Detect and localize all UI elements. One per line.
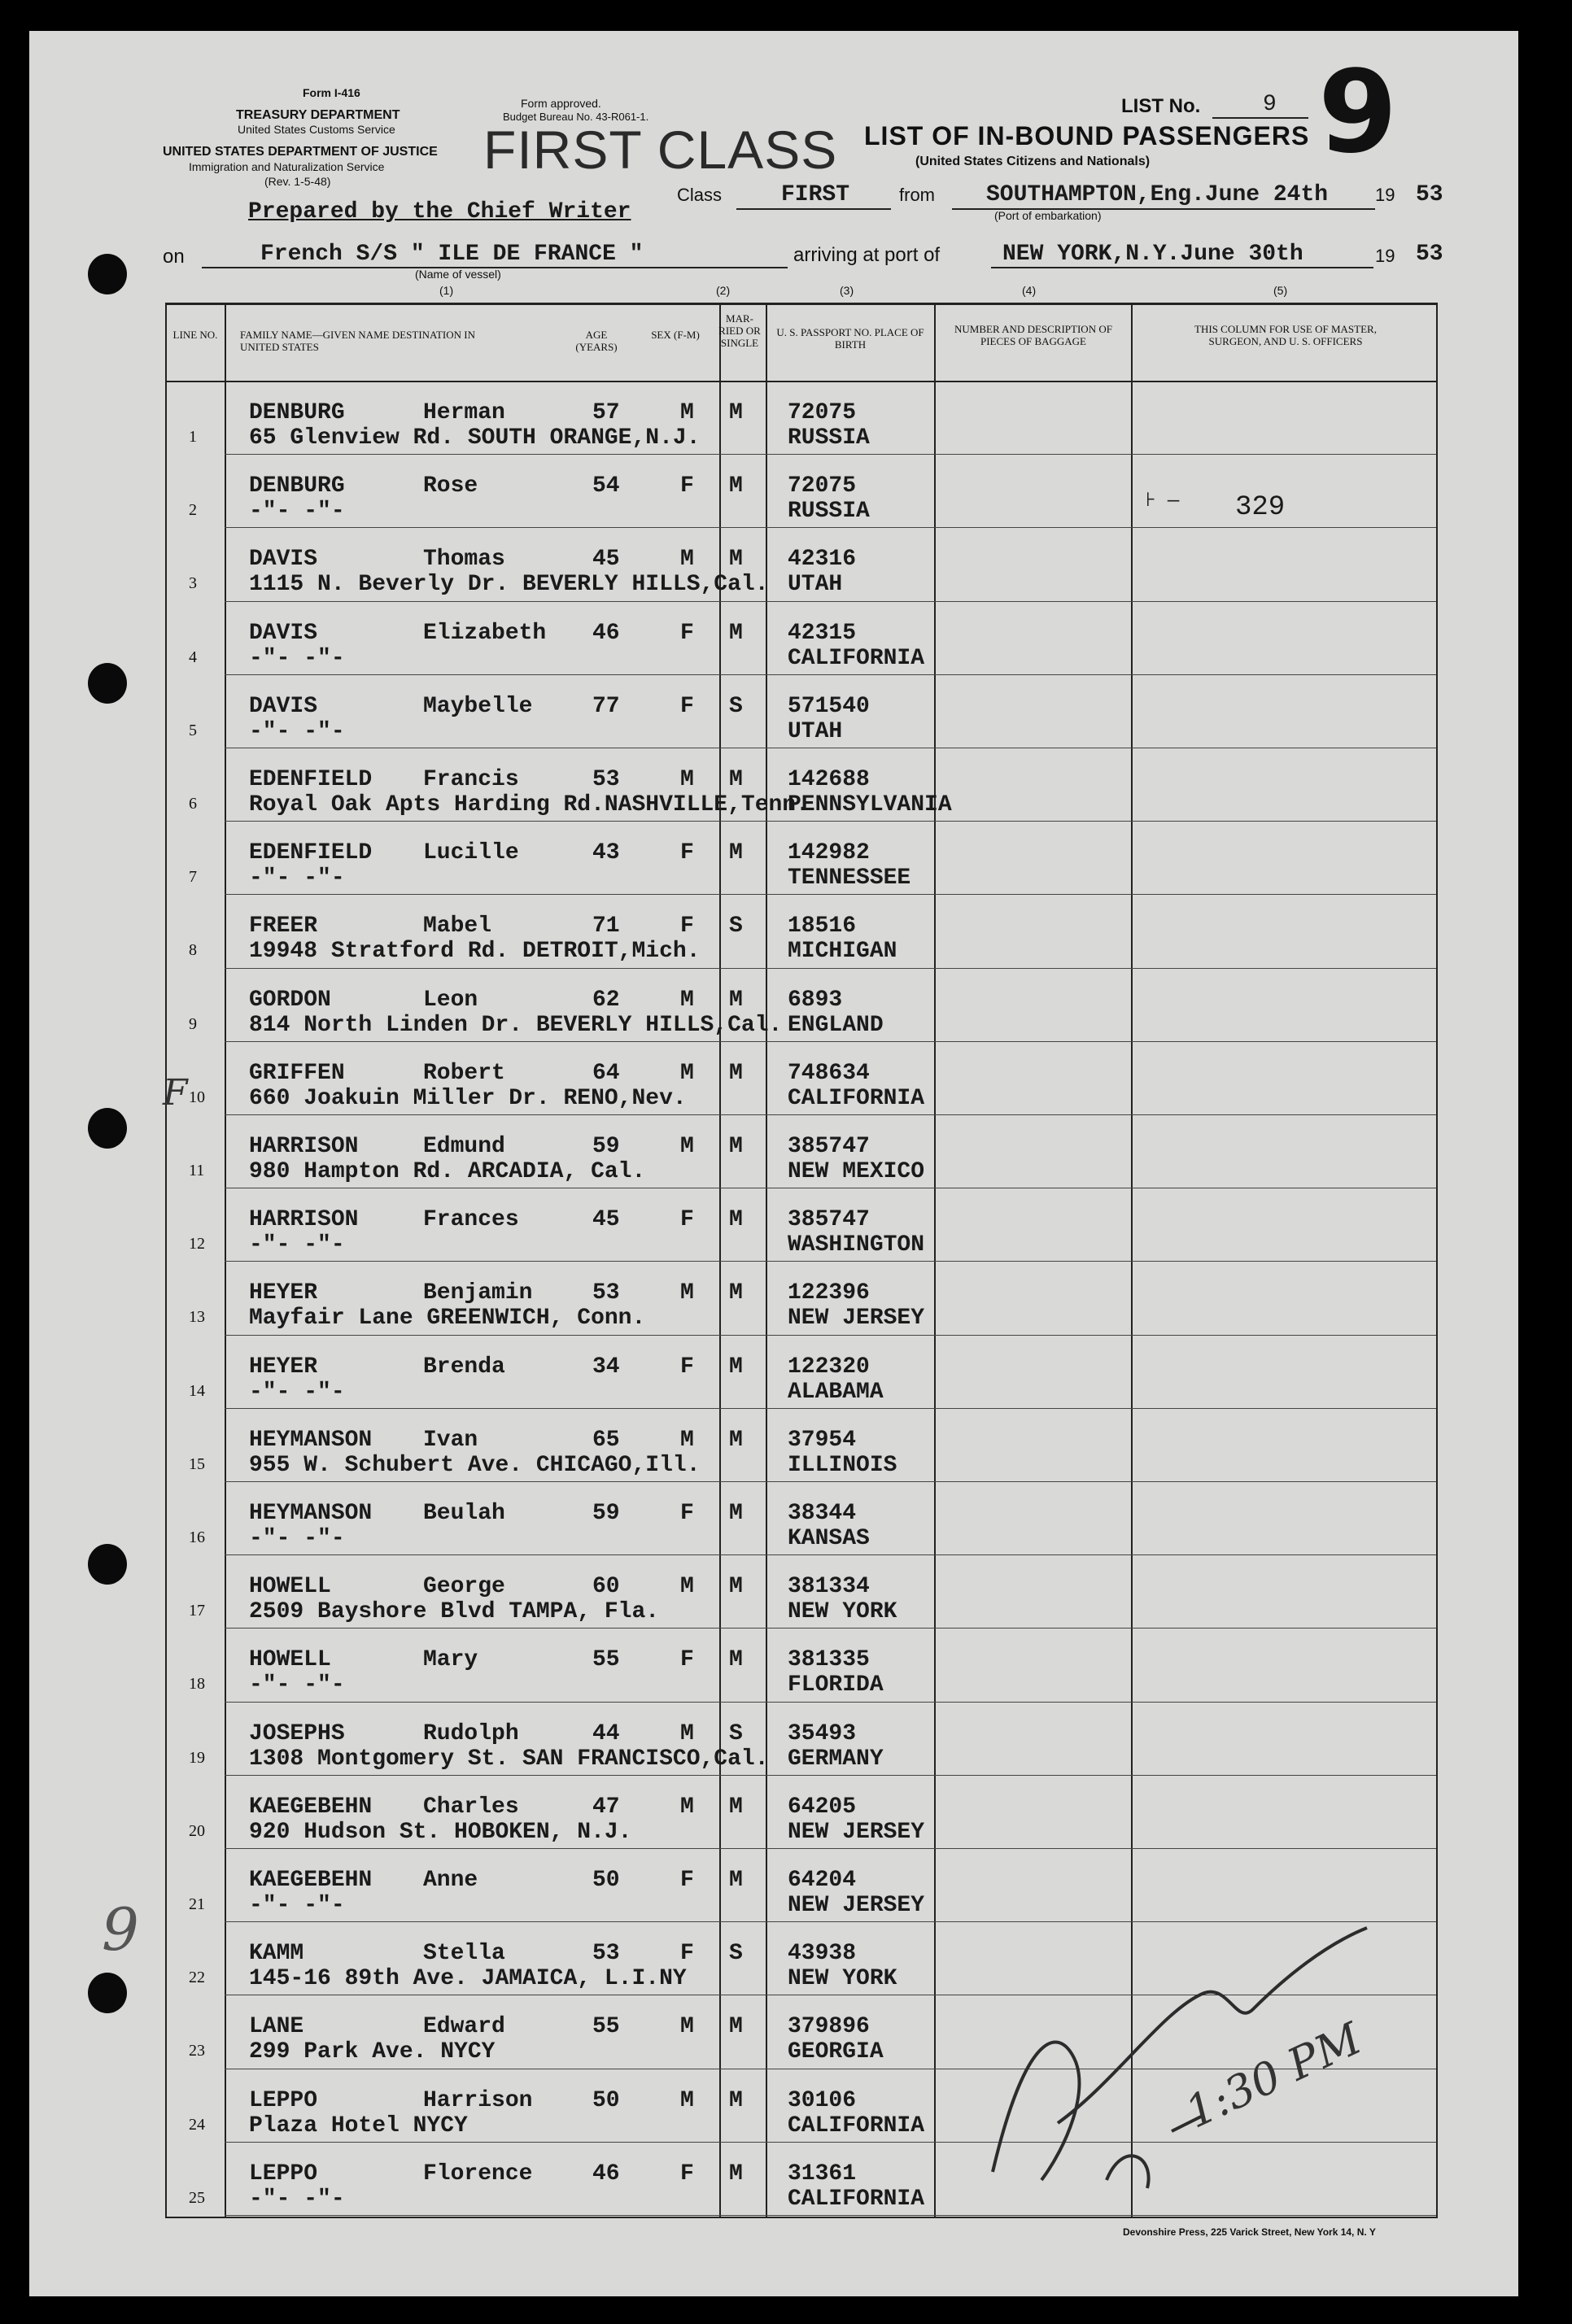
sex: M (680, 1060, 694, 1086)
passport-number: 18516 (788, 913, 857, 940)
age: 53 (592, 1280, 620, 1306)
marital-status: M (729, 1574, 743, 1600)
destination: -"- -"- (249, 1893, 345, 1918)
passport-number: 64204 (788, 1868, 857, 1893)
table-row (0, 1775, 1572, 1848)
table-row (0, 527, 1572, 600)
birthplace: TENNESSEE (788, 866, 911, 892)
age: 55 (592, 2014, 620, 2040)
sex: M (680, 987, 694, 1013)
line-number: 13 (189, 1308, 205, 1327)
line-number: 16 (189, 1528, 205, 1546)
destination: 19948 Stratford Rd. DETROIT,Mich. (249, 939, 701, 965)
destination: -"- -"- (249, 499, 345, 525)
given-name: Harrison (423, 2087, 533, 2113)
destination: -"- -"- (249, 1232, 345, 1258)
form-title: LIST OF IN-BOUND PASSENGERS (864, 121, 1310, 150)
sex: F (680, 693, 694, 719)
col-num-5: (5) (1273, 284, 1288, 297)
family-name: HARRISON (249, 1134, 359, 1159)
destination: 955 W. Schubert Ave. CHICAGO,Ill. (249, 1452, 701, 1478)
destination: -"- -"- (249, 1379, 345, 1405)
sex: F (680, 1354, 694, 1380)
passport-number: 31361 (788, 2160, 857, 2187)
family-name: EDENFIELD (249, 840, 373, 866)
passport-number: 122396 (788, 1280, 870, 1306)
table-row (0, 821, 1572, 894)
sex: M (680, 2014, 694, 2040)
treasury-dept: TREASURY DEPARTMENT (236, 108, 400, 122)
prepared-by: Prepared by the Chief Writer (248, 199, 631, 225)
sex: M (680, 1280, 694, 1306)
line-number: 1 (189, 428, 197, 446)
given-name: Rose (423, 473, 478, 499)
destination: 299 Park Ave. NYCY (249, 2039, 496, 2065)
marital-status: M (729, 1280, 743, 1306)
embark-caption: (Port of embarkation) (994, 209, 1102, 222)
destination: 920 Hudson St. HOBOKEN, N.J. (249, 1819, 632, 1845)
given-name: Leon (423, 987, 478, 1013)
marital-status: M (729, 840, 743, 866)
passport-number: 37954 (788, 1427, 857, 1453)
given-name: Lucille (423, 840, 519, 866)
age: 43 (592, 840, 620, 866)
birthplace: UTAH (788, 572, 843, 598)
header-baggage: NUMBER AND DESCRIPTION OF PIECES OF BAGGAGE (954, 323, 1112, 347)
given-name: Robert (423, 1060, 505, 1086)
line-number: 4 (189, 647, 197, 666)
vessel-name: French S/S " ILE DE FRANCE " (260, 242, 644, 267)
given-name: Anne (423, 1868, 478, 1893)
passport-number: 72075 (788, 400, 857, 425)
marital-status: M (729, 1794, 743, 1820)
table-row (0, 894, 1572, 967)
given-name: Brenda (423, 1354, 505, 1380)
class-label: Class (677, 185, 723, 205)
family-name: DAVIS (249, 693, 318, 719)
line-number: 7 (189, 868, 197, 887)
arrival-year: 53 (1416, 242, 1443, 267)
given-name: Maybelle (423, 693, 533, 719)
age: 62 (592, 987, 620, 1013)
sex: M (680, 1574, 694, 1600)
passport-number: 38344 (788, 1501, 857, 1526)
vessel-caption: (Name of vessel) (415, 268, 501, 281)
age: 45 (592, 547, 620, 573)
family-name: HOWELL (249, 1574, 331, 1600)
sex: M (680, 1427, 694, 1453)
age: 46 (592, 620, 620, 646)
marital-status: M (729, 2160, 743, 2187)
justice-dept: UNITED STATES DEPARTMENT OF JUSTICE (163, 145, 438, 159)
table-row (0, 1114, 1572, 1188)
birthplace: GERMANY (788, 1746, 884, 1772)
birthplace: PENNSYLVANIA (788, 792, 952, 818)
passport-number: 571540 (788, 693, 870, 719)
first-class-stamp: FIRST CLASS (483, 120, 838, 180)
table-row (0, 674, 1572, 748)
sex: M (680, 1720, 694, 1746)
destination: 1115 N. Beverly Dr. BEVERLY HILLS,Cal. (249, 572, 769, 598)
marital-status: M (729, 2014, 743, 2040)
marital-status: M (729, 547, 743, 573)
destination: 1308 Montgomery St. SAN FRANCISCO,Cal. (249, 1746, 769, 1772)
family-name: DAVIS (249, 620, 318, 646)
given-name: Herman (423, 400, 505, 425)
family-name: HOWELL (249, 1647, 331, 1673)
destination: 2509 Bayshore Blvd TAMPA, Fla. (249, 1599, 660, 1625)
family-name: HEYMANSON (249, 1427, 373, 1453)
line-number: 21 (189, 1895, 205, 1913)
family-name: KAEGEBEHN (249, 1868, 373, 1893)
margin-mark: F (163, 1072, 188, 1114)
table-row (0, 1188, 1572, 1261)
marital-status: M (729, 473, 743, 499)
list-no: 9 (1263, 92, 1277, 117)
family-name: DAVIS (249, 547, 318, 573)
printer-footer: Devonshire Press, 225 Varick Street, New York 14, N. Y (1123, 2226, 1376, 2238)
birthplace: UTAH (788, 718, 843, 744)
embarkation-port: SOUTHAMPTON,Eng.June 24th (986, 182, 1329, 207)
passport-number: 30106 (788, 2087, 857, 2113)
table-row (0, 1408, 1572, 1481)
sex: F (680, 840, 694, 866)
family-name: DENBURG (249, 400, 345, 425)
sex: M (680, 767, 694, 792)
table-row (0, 1041, 1572, 1114)
destination: -"- -"- (249, 1672, 345, 1698)
header-sex: SEX (F-M) (651, 329, 700, 341)
age: 65 (592, 1427, 620, 1453)
table-row (0, 1848, 1572, 1921)
line-number: 10 (189, 1088, 205, 1106)
birthplace: ALABAMA (788, 1379, 884, 1405)
line-number: 18 (189, 1675, 205, 1694)
sex: F (680, 913, 694, 940)
given-name: Frances (423, 1207, 519, 1233)
family-name: GRIFFEN (249, 1060, 345, 1086)
age: 60 (592, 1574, 620, 1600)
age: 53 (592, 767, 620, 792)
passport-number: 6893 (788, 987, 843, 1013)
list-number-large: 9 (1318, 46, 1398, 179)
sex: M (680, 547, 694, 573)
table-row (0, 601, 1572, 674)
marital-status: M (729, 1501, 743, 1526)
marital-status: M (729, 1647, 743, 1673)
birthplace: NEW YORK (788, 1599, 897, 1625)
age: 55 (592, 1647, 620, 1673)
sex: F (680, 1868, 694, 1893)
family-name: LANE (249, 2014, 304, 2040)
marital-status: S (729, 913, 743, 940)
col-num-4: (4) (1022, 284, 1037, 297)
sex: F (680, 473, 694, 499)
passport-number: 43938 (788, 1941, 857, 1967)
age: 46 (592, 2160, 620, 2187)
birthplace: NEW YORK (788, 1966, 897, 1992)
age: 50 (592, 1868, 620, 1893)
sex: F (680, 1207, 694, 1233)
destination: Royal Oak Apts Harding Rd.NASHVILLE,Tenn. (249, 792, 810, 818)
birthplace: RUSSIA (788, 425, 870, 451)
from-year: 53 (1416, 182, 1443, 207)
family-name: JOSEPHS (249, 1720, 345, 1746)
family-name: GORDON (249, 987, 331, 1013)
line-number: 15 (189, 1454, 205, 1473)
passport-number: 385747 (788, 1134, 870, 1159)
given-name: Mary (423, 1647, 478, 1673)
passport-number: 42315 (788, 620, 857, 646)
line-number: 25 (189, 2188, 205, 2207)
arrival-year-prefix: 19 (1375, 246, 1395, 266)
given-name: Edmund (423, 1134, 505, 1159)
marital-status: M (729, 1427, 743, 1453)
marital-status: S (729, 693, 743, 719)
sex: F (680, 1501, 694, 1526)
family-name: HEYMANSON (249, 1501, 373, 1526)
destination: -"- -"- (249, 866, 345, 892)
given-name: Thomas (423, 547, 505, 573)
birthplace: NEW MEXICO (788, 1159, 925, 1184)
destination: -"- -"- (249, 718, 345, 744)
given-name: Benjamin (423, 1280, 533, 1306)
age: 59 (592, 1134, 620, 1159)
line-number: 6 (189, 795, 197, 813)
line-number: 3 (189, 574, 197, 593)
age: 34 (592, 1354, 620, 1380)
line-number: 2 (189, 501, 197, 520)
destination: 814 North Linden Dr. BEVERLY HILLS,Cal. (249, 1012, 783, 1038)
table-row (0, 1702, 1572, 1775)
destination: 980 Hampton Rd. ARCADIA, Cal. (249, 1159, 646, 1184)
officer-mark: ⊦ ― (1146, 491, 1180, 512)
line-number: 12 (189, 1235, 205, 1254)
marital-status: M (729, 1134, 743, 1159)
budget-bureau: Budget Bureau No. 43-R061-1. (503, 111, 649, 123)
col-num-1: (1) (439, 284, 454, 297)
given-name: Stella (423, 1941, 505, 1967)
birthplace: WASHINGTON (788, 1232, 925, 1258)
given-name: Charles (423, 1794, 519, 1820)
sex: F (680, 2160, 694, 2187)
table-row (0, 1481, 1572, 1554)
passport-number: 385747 (788, 1207, 870, 1233)
header-officers: THIS COLUMN FOR USE OF MASTER, SURGEON, AND U. S. OFFICERS (1194, 323, 1377, 347)
table-row (0, 968, 1572, 1041)
birthplace: NEW JERSEY (788, 1306, 925, 1332)
passport-number: 381334 (788, 1574, 870, 1600)
passport-number: 142688 (788, 767, 870, 792)
destination: 660 Joakuin Miller Dr. RENO,Nev. (249, 1085, 687, 1111)
given-name: Elizabeth (423, 620, 547, 646)
birthplace: CALIFORNIA (788, 2186, 925, 2212)
birthplace: GEORGIA (788, 2039, 884, 2065)
table-row (0, 1335, 1572, 1408)
line-number: 19 (189, 1748, 205, 1767)
family-name: DENBURG (249, 473, 345, 499)
sex: M (680, 2087, 694, 2113)
col-num-2: (2) (716, 284, 731, 297)
col-num-3: (3) (840, 284, 854, 297)
line-number: 22 (189, 1969, 205, 1987)
line-number: 5 (189, 721, 197, 739)
list-no-label: LIST No. (1121, 95, 1201, 117)
birthplace: MICHIGAN (788, 939, 897, 965)
birthplace: CALIFORNIA (788, 2113, 925, 2139)
passport-number: 72075 (788, 473, 857, 499)
passport-number: 379896 (788, 2014, 870, 2040)
given-name: Edward (423, 2014, 505, 2040)
line-number: 8 (189, 941, 197, 960)
table-row (0, 1554, 1572, 1628)
sex: M (680, 400, 694, 425)
destination: Mayfair Lane GREENWICH, Conn. (249, 1306, 646, 1332)
form-number: Form I-416 (303, 86, 360, 99)
header-name: FAMILY NAME—GIVEN NAME DESTINATION IN UNITED STATES (240, 329, 476, 353)
table-row (0, 1261, 1572, 1334)
birthplace: CALIFORNIA (788, 645, 925, 671)
birthplace: FLORIDA (788, 1672, 884, 1698)
header-passport: U. S. PASSPORT NO. PLACE OF BIRTH (776, 326, 924, 351)
sex: M (680, 1134, 694, 1159)
passport-number: 748634 (788, 1060, 870, 1086)
family-name: HEYER (249, 1280, 318, 1306)
marital-status: M (729, 2087, 743, 2113)
line-number: 20 (189, 1821, 205, 1840)
marital-status: M (729, 987, 743, 1013)
form-approved: Form approved. (521, 97, 601, 110)
given-name: Florence (423, 2160, 533, 2187)
marital-status: M (729, 1354, 743, 1380)
age: 57 (592, 400, 620, 425)
class-value: FIRST (781, 182, 850, 207)
family-name: KAEGEBEHN (249, 1794, 373, 1820)
ins: Immigration and Naturalization Service (189, 160, 385, 173)
marital-status: M (729, 1207, 743, 1233)
line-number: 24 (189, 2115, 205, 2134)
age: 53 (592, 1941, 620, 1967)
marital-status: M (729, 767, 743, 792)
destination: Plaza Hotel NYCY (249, 2113, 468, 2139)
given-name: Beulah (423, 1501, 505, 1526)
age: 45 (592, 1207, 620, 1233)
given-name: Francis (423, 767, 519, 792)
family-name: LEPPO (249, 2160, 318, 2187)
arrival-port: NEW YORK,N.Y.June 30th (1002, 242, 1303, 267)
family-name: HEYER (249, 1354, 318, 1380)
birthplace: CALIFORNIA (788, 1085, 925, 1111)
birthplace: NEW JERSEY (788, 1893, 925, 1918)
passport-number: 142982 (788, 840, 870, 866)
table-row (0, 1628, 1572, 1701)
customs-service: United States Customs Service (238, 123, 395, 136)
binder-hole (88, 254, 127, 294)
marital-status: M (729, 1060, 743, 1086)
destination: -"- -"- (249, 645, 345, 671)
on-label: on (163, 246, 185, 268)
table-row (0, 381, 1572, 454)
sex: M (680, 1794, 694, 1820)
header-line-no: LINE NO. (172, 329, 218, 341)
passport-number: 64205 (788, 1794, 857, 1820)
sex: F (680, 620, 694, 646)
passport-number: 381335 (788, 1647, 870, 1673)
table-row (0, 454, 1572, 527)
line-number: 23 (189, 2042, 205, 2060)
birthplace: ENGLAND (788, 1012, 884, 1038)
destination: -"- -"- (249, 1526, 345, 1551)
age: 54 (592, 473, 620, 499)
revision: (Rev. 1-5-48) (264, 175, 331, 188)
age: 64 (592, 1060, 620, 1086)
from-label: from (899, 185, 935, 205)
birthplace: NEW JERSEY (788, 1819, 925, 1845)
officer-number: 329 (1235, 492, 1286, 523)
age: 47 (592, 1794, 620, 1820)
marital-status: S (729, 1720, 743, 1746)
given-name: Rudolph (423, 1720, 519, 1746)
age: 44 (592, 1720, 620, 1746)
age: 77 (592, 693, 620, 719)
destination: 65 Glenview Rd. SOUTH ORANGE,N.J. (249, 425, 701, 451)
family-name: KAMM (249, 1941, 304, 1967)
passport-number: 35493 (788, 1720, 857, 1746)
given-name: Ivan (423, 1427, 478, 1453)
table-row (0, 748, 1572, 821)
marital-status: M (729, 400, 743, 425)
given-name: George (423, 1574, 505, 1600)
header-married: MAR-RIED OR SINGLE (718, 312, 761, 349)
form-subtitle: (United States Citizens and Nationals) (915, 155, 1151, 168)
signature-time: 1:30 PM (1177, 2012, 1369, 2139)
age: 50 (592, 2087, 620, 2113)
family-name: FREER (249, 913, 318, 940)
marital-status: M (729, 1868, 743, 1893)
line-number: 17 (189, 1602, 205, 1620)
passport-number: 42316 (788, 547, 857, 573)
family-name: LEPPO (249, 2087, 318, 2113)
from-year-prefix: 19 (1375, 185, 1395, 205)
age: 59 (592, 1501, 620, 1526)
family-name: HARRISON (249, 1207, 359, 1233)
sex: F (680, 1647, 694, 1673)
destination: -"- -"- (249, 2186, 345, 2212)
marital-status: M (729, 620, 743, 646)
destination: 145-16 89th Ave. JAMAICA, L.I.NY (249, 1966, 687, 1992)
birthplace: ILLINOIS (788, 1452, 897, 1478)
family-name: EDENFIELD (249, 767, 373, 792)
sex: F (680, 1941, 694, 1967)
line-number: 11 (189, 1162, 205, 1179)
birthplace: KANSAS (788, 1526, 870, 1551)
margin-page-number: 9 (102, 1895, 139, 1964)
age: 71 (592, 913, 620, 940)
birthplace: RUSSIA (788, 499, 870, 525)
line-number: 14 (189, 1381, 205, 1400)
given-name: Mabel (423, 913, 492, 940)
line-number: 9 (189, 1014, 197, 1033)
header-age: AGE (YEARS) (575, 329, 618, 353)
marital-status: S (729, 1941, 743, 1967)
passport-number: 122320 (788, 1354, 870, 1380)
arriving-label: arriving at port of (793, 244, 941, 266)
